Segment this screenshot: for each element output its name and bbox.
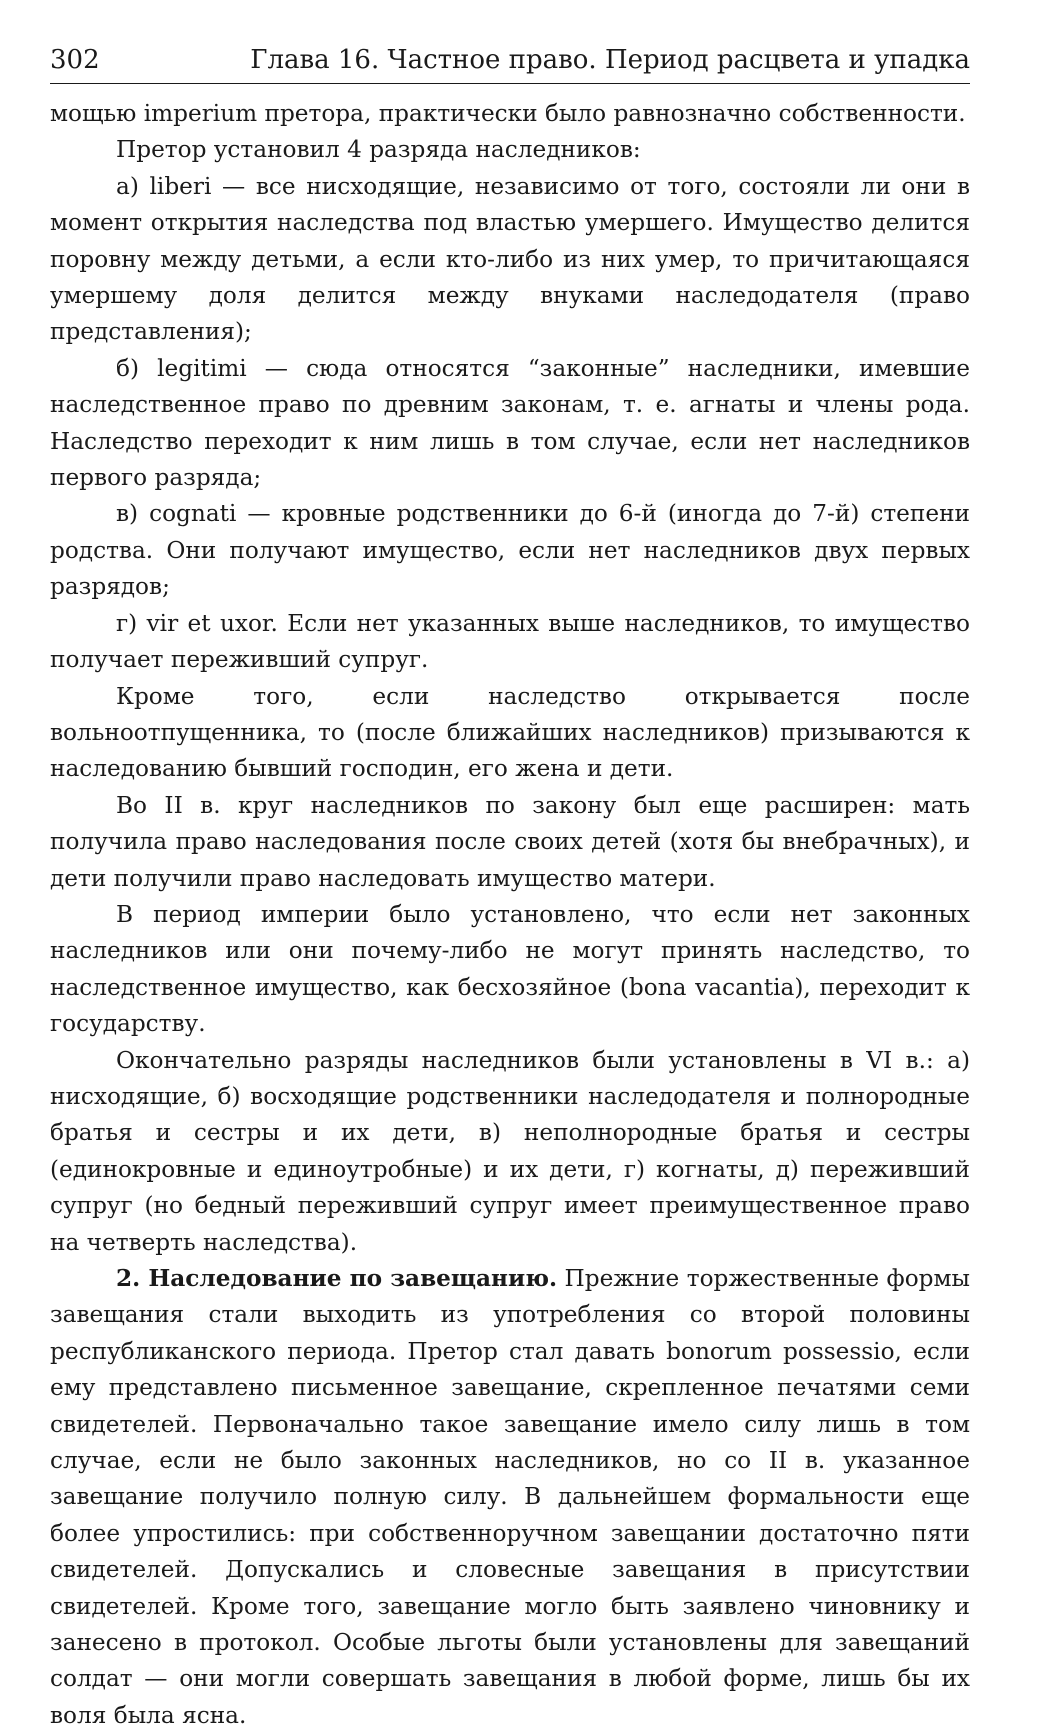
paragraph-cognati: в) cognati — кровные родственники до 6-й (иногда до 7-й) степени родства. Они получают имущество, если нет наследников двух первых разрядов; [50,500,970,601]
paragraph-empire: В период империи было установлено, что если нет законных наследников или они почему-либо не могут принять наследство, то наследственное имущество, как бесхозяйное (bona vacantia), переходит к государству. [50,900,970,1038]
header-rule [50,83,970,84]
paragraph-vir-et-uxor: г) vir et uxor. Если нет указанных выше наследников, то имущество получает переживший супруг. [50,609,970,674]
section-heading: 2. Наследование по завещанию. [116,1265,558,1292]
paragraph-heirs-intro: Претор установил 4 разряда наследников: [116,136,641,164]
running-header [50,40,970,80]
paragraph-liberi: а) liberi — все нисходящие, независимо от того, состояли ли они в момент открытия наследства под властью умершего. Имущество делится поровну между детьми, а если кто-либо из них умер, то причитающаяся умершему доля делится между внуками наследодателя (право представления); [50,172,970,346]
body-text [50,96,970,1734]
paragraph-sixth-century: Окончательно разряды наследников были установлены в VI в.: а) нисходящие, б) восходящие родственники наследодателя и полнородные братья и сестры и их дети, в) неполнородные братья и сестры (единокровные и единоутробные) и их дети, г) когнаты, д) переживший супруг (но бедный переживший супруг имеет преимущественное право на четверть наследства). [50,1046,970,1256]
paragraph-continuation: мощью imperium претора, практически было равнозначно собственности. [50,100,966,127]
paragraph-second-century: Во II в. круг наследников по закону был еще расширен: мать получила право наследования после своих детей (хотя бы внебрачных), и дети получили право наследовать имущество матери. [50,791,970,892]
paragraph-freedman: Кроме того, если наследство открывается после вольноотпущенника, то (после ближайших наследников) призываются к наследованию бывший господин, его жена и дети. [50,682,970,783]
paragraph-legitimi: б) legitimi — сюда относятся “законные” наследники, имевшие наследственное право по древним законам, т. е. агнаты и члены рода. Наследство переходит к ним лишь в том случае, если нет наследников первого разряда; [50,354,970,492]
page-number: 302 [50,45,100,75]
section-text: Прежние торжественные формы завещания стали выходить из употребления со второй половины республиканского периода. Претор стал давать bonorum possessio, если ему представлено письменное завещание, скрепленное печатями семи свидетелей. Первоначально такое завещание имело силу лишь в том случае, если не было законных наследников, но со II в. указанное завещание получило полную силу. В дальнейшем формальности еще более упростились: при собственноручном завещании достаточно пяти свидетелей. Допускались и словесные завещания в присутствии свидетелей. Кроме того, завещание могло быть заявлено чиновнику и занесено в протокол. Особые льготы были установлены для завещаний солдат — они могли совершать завещания в любой форме, лишь бы их воля была ясна. [50,1265,971,1729]
paragraph-section-2 [50,1261,970,1734]
running-title: Глава 16. Частное право. Период расцвета и упадка [250,45,970,75]
